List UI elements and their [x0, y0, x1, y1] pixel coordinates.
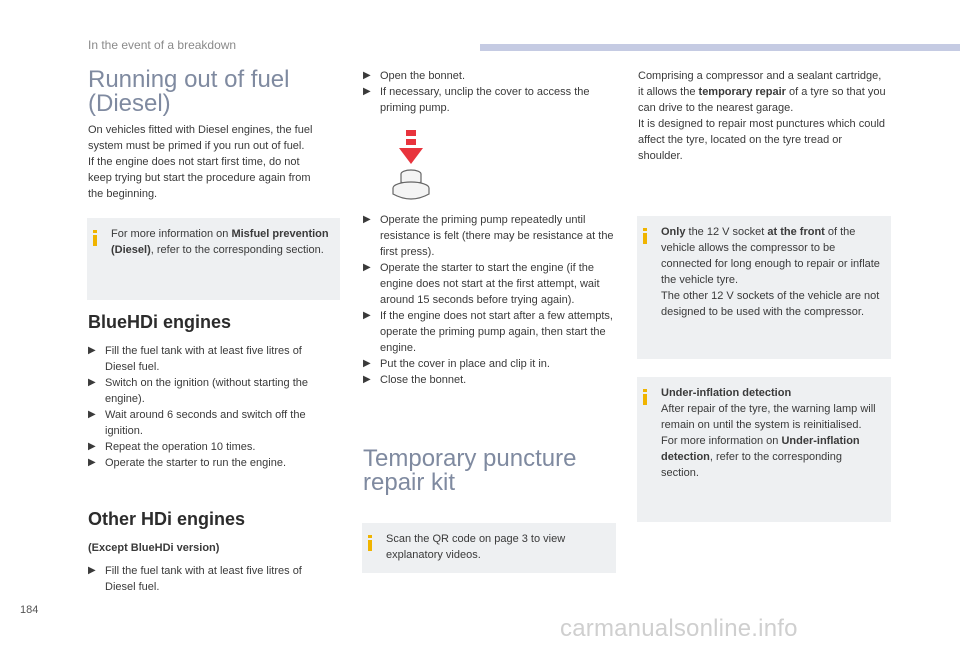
list-item: ▶ Operate the priming pump repeatedly until resistance is felt (there may be resistance at the first press). — [363, 214, 614, 258]
arrow-icon: ▶ — [88, 345, 96, 356]
arrow-icon: ▶ — [88, 565, 96, 576]
arrow-icon: ▶ — [363, 310, 371, 321]
list-item: ▶ Open the bonnet. — [363, 70, 466, 82]
watermark: carmanualsonline.info — [560, 615, 798, 642]
otherhdi-heading: Other HDi engines — [88, 509, 246, 529]
otherhdi-subtitle: (Except BlueHDi version) — [88, 542, 220, 554]
arrow-icon: ▶ — [88, 377, 96, 388]
steps-bottom — [363, 212, 616, 388]
list-item: ▶ Put the cover in place and clip it in. — [363, 358, 550, 370]
info-icon — [643, 228, 647, 244]
otherhdi-steps — [88, 563, 334, 595]
arrow-icon: ▶ — [363, 86, 371, 97]
list-item: ▶ Operate the starter to run the engine. — [88, 457, 287, 469]
page-number: 184 — [20, 604, 39, 616]
list-item: ▶ Close the bonnet. — [363, 374, 467, 386]
arrow-icon: ▶ — [363, 214, 371, 225]
list-item: ▶ Switch on the ignition (without starting the engine). — [88, 377, 309, 405]
steps-top — [363, 68, 615, 116]
info-icon — [93, 230, 97, 246]
priming-pump-icon — [390, 130, 432, 204]
arrow-icon: ▶ — [88, 441, 96, 452]
list-item: ▶ Repeat the operation 10 times. — [88, 441, 256, 453]
underinflation-note: Under-inflation detection After repair of the tyre, the warning lamp will remain on until the system is reinitialised. For more information on Under-inflation detection, refer to the corresponding section. — [637, 377, 891, 522]
kit-intro: Comprising a compressor and a sealant cartridge, it allows the temporary repair of a tyre so that you can drive to the nearest garage. It is designed to repair most punctures which could affect the tyre, located on the tyre tread or shoulder. — [638, 70, 886, 162]
info-icon — [368, 535, 372, 551]
socket-note: Only the 12 V socket at the front of the vehicle allows the compressor to be connected for long enough to repair or inflate the vehicle tyre. The other 12 V sockets of the vehicle are not designed to be used with the compressor. — [637, 216, 891, 359]
list-item: ▶ Fill the fuel tank with at least five litres of Diesel fuel. — [88, 565, 302, 593]
list-item: ▶ Wait around 6 seconds and switch off the ignition. — [88, 409, 306, 437]
list-item: ▶ Fill the fuel tank with at least five litres of Diesel fuel. — [88, 345, 302, 373]
header-bar — [480, 44, 960, 51]
qr-note: Scan the QR code on page 3 to view explanatory videos. — [362, 523, 616, 573]
arrow-icon: ▶ — [363, 70, 371, 81]
list-item: ▶ If the engine does not start after a few attempts, operate the priming pump again, then start the engine. — [363, 310, 613, 354]
bluehdi-heading: BlueHDi engines — [88, 312, 232, 332]
section-header: In the event of a breakdown — [88, 38, 237, 52]
info-icon — [643, 389, 647, 405]
list-item: ▶ If necessary, unclip the cover to access the priming pump. — [363, 86, 590, 114]
arrow-icon: ▶ — [88, 457, 96, 468]
bluehdi-steps — [88, 343, 334, 471]
arrow-icon: ▶ — [363, 358, 371, 369]
arrow-icon: ▶ — [88, 409, 96, 420]
arrow-icon: ▶ — [363, 262, 371, 273]
misfuel-note: For more information on Misfuel prevention (Diesel), refer to the corresponding section. — [87, 218, 340, 300]
puncture-title: Temporary puncture repair kit — [363, 445, 577, 496]
list-item: ▶ Operate the starter to start the engine (if the engine does not start at the first attempt, wait around 15 seconds before trying again). — [363, 262, 600, 306]
arrow-icon: ▶ — [363, 374, 371, 385]
fuel-intro: On vehicles fitted with Diesel engines, the fuel system must be primed if you run out of fuel. If the engine does not start first time, do not keep trying but start the procedure again from the beginning. — [88, 124, 313, 200]
fuel-title: Running out of fuel (Diesel) — [88, 66, 290, 117]
